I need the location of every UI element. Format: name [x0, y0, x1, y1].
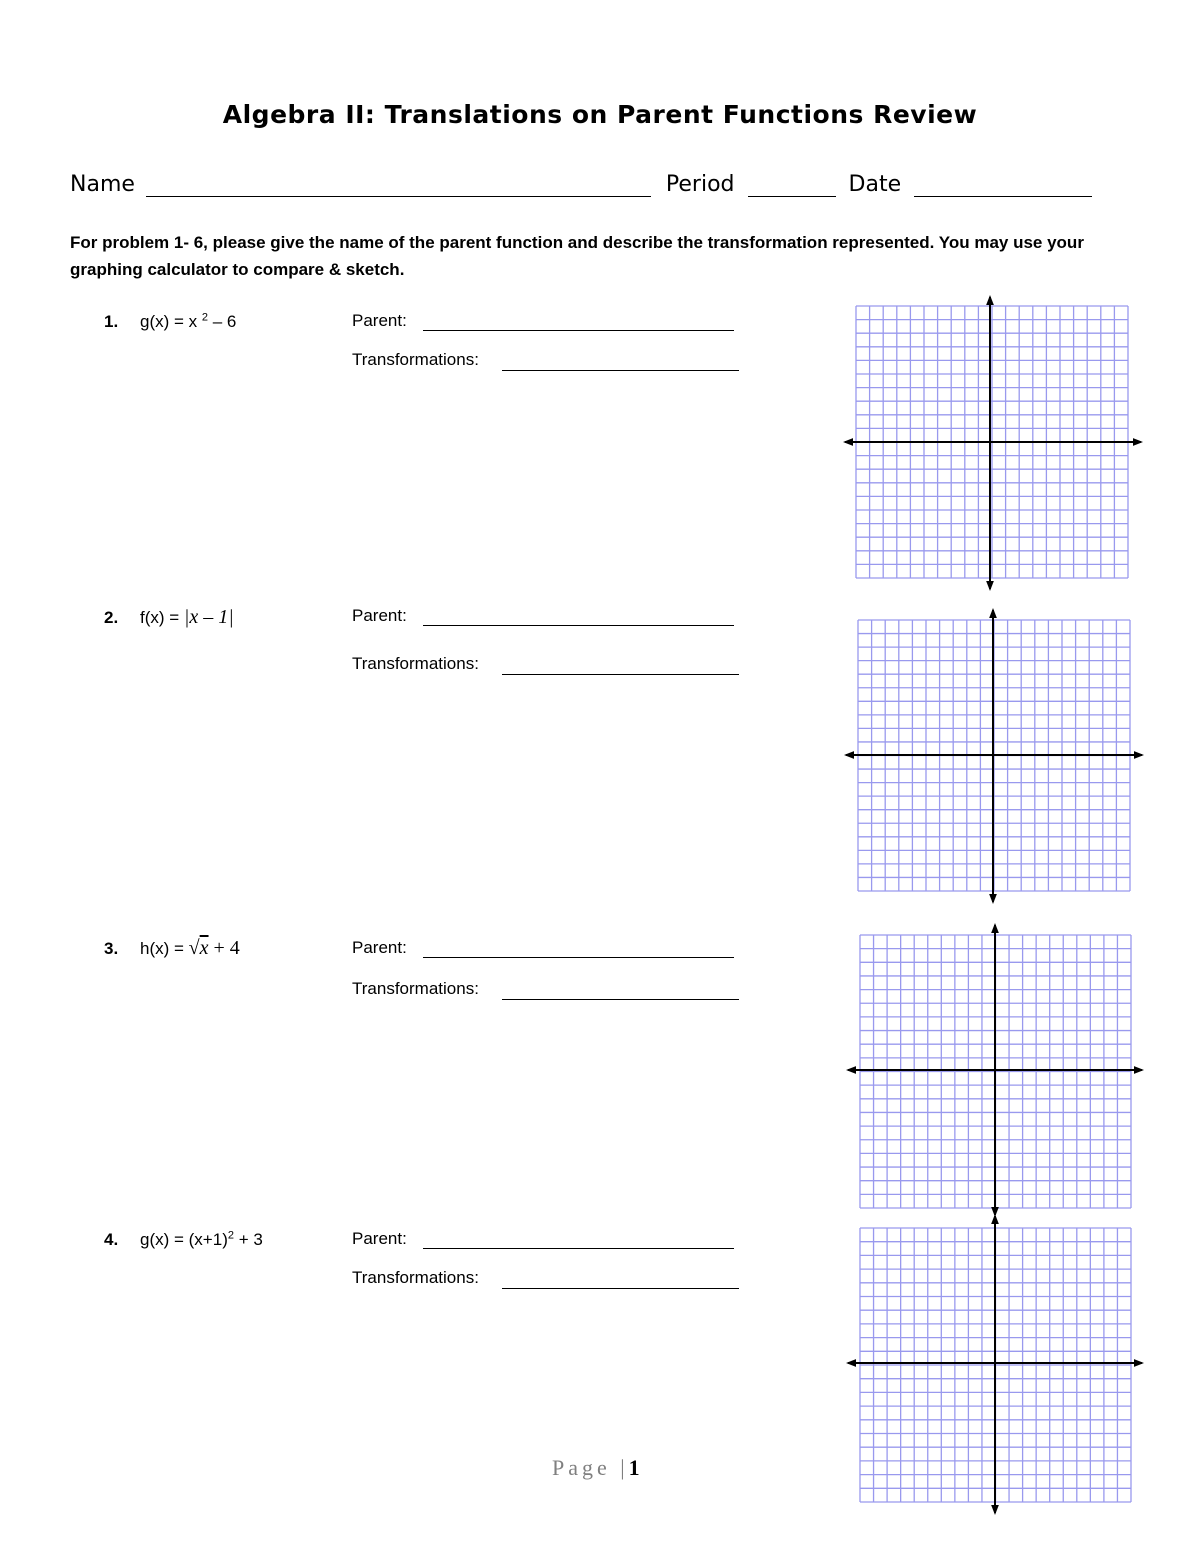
x-axis-left-arrow-icon — [844, 751, 854, 759]
problem-number: 3. — [104, 939, 119, 958]
transformations-label: Transformations: — [352, 350, 479, 369]
page-title: Algebra II: Translations on Parent Functions Review — [222, 100, 978, 129]
name-label: Name — [70, 172, 135, 197]
parent-answer-line[interactable] — [423, 330, 734, 331]
problem-expression: f(x) = |x – 1| — [140, 606, 234, 628]
parent-answer-line[interactable] — [423, 1248, 734, 1249]
y-axis-up-arrow-icon — [989, 608, 997, 618]
parent-label: Parent: — [352, 606, 407, 625]
y-axis-down-arrow-icon — [986, 581, 994, 591]
date-field[interactable] — [914, 170, 1092, 197]
problem-expression: h(x) = √x + 4 — [140, 937, 240, 959]
x-axis-right-arrow-icon — [1134, 1359, 1144, 1367]
parent-label: Parent: — [352, 311, 407, 330]
problem-expression: $g(x) = (x+1)^2 + 3$ — [140, 1229, 263, 1249]
transformations-answer-line[interactable] — [502, 370, 739, 371]
problem-expression: g(x) = x $^2$ – 6 — [140, 311, 237, 331]
period-field[interactable] — [748, 170, 836, 197]
x-axis-left-arrow-icon — [846, 1066, 856, 1074]
transformations-label: Transformations: — [352, 654, 479, 673]
parent-label: Parent: — [352, 938, 407, 957]
transformations-answer-line[interactable] — [502, 1288, 739, 1289]
page-word: Page — [552, 1455, 611, 1480]
coordinate-grid-2[interactable] — [843, 607, 1145, 905]
transformations-answer-line[interactable] — [502, 674, 739, 675]
coordinate-grid-4[interactable] — [845, 1213, 1145, 1516]
parent-label: Parent: — [352, 1229, 407, 1248]
student-info-row — [70, 170, 1092, 197]
problem-number: 2. — [104, 608, 119, 627]
y-axis-up-arrow-icon — [991, 1214, 999, 1224]
x-axis-right-arrow-icon — [1134, 751, 1144, 759]
x-axis-left-arrow-icon — [843, 438, 853, 446]
y-axis-up-arrow-icon — [991, 923, 999, 933]
problem-1 — [104, 311, 236, 332]
parent-answer-line[interactable] — [423, 957, 734, 958]
parent-answer-line[interactable] — [423, 625, 734, 626]
transformations-label: Transformations: — [352, 979, 479, 998]
y-axis-down-arrow-icon — [989, 894, 997, 904]
coordinate-grid-3[interactable] — [845, 922, 1145, 1218]
y-axis-up-arrow-icon — [986, 295, 994, 305]
problem-2 — [104, 606, 234, 629]
transformations-label: Transformations: — [352, 1268, 479, 1287]
page-footer: Page |1 — [552, 1455, 640, 1480]
x-axis-right-arrow-icon — [1133, 438, 1143, 446]
x-axis-right-arrow-icon — [1134, 1066, 1144, 1074]
y-axis-down-arrow-icon — [991, 1505, 999, 1515]
problem-4 — [104, 1229, 263, 1250]
transformations-answer-line[interactable] — [502, 999, 739, 1000]
problem-number: 1. — [104, 311, 119, 331]
problem-3 — [104, 937, 240, 960]
date-label: Date — [848, 172, 902, 197]
period-label: Period — [665, 172, 735, 197]
problem-number: 4. — [104, 1229, 119, 1249]
x-axis-left-arrow-icon — [846, 1359, 856, 1367]
coordinate-grid-1[interactable] — [842, 294, 1144, 592]
instructions: For problem 1- 6, please give the name of the parent function and describe the transformation represented. You may use your graphing calculator to compare & sketch. — [70, 233, 1084, 279]
name-field[interactable] — [146, 170, 651, 197]
page-number: 1 — [628, 1455, 640, 1480]
